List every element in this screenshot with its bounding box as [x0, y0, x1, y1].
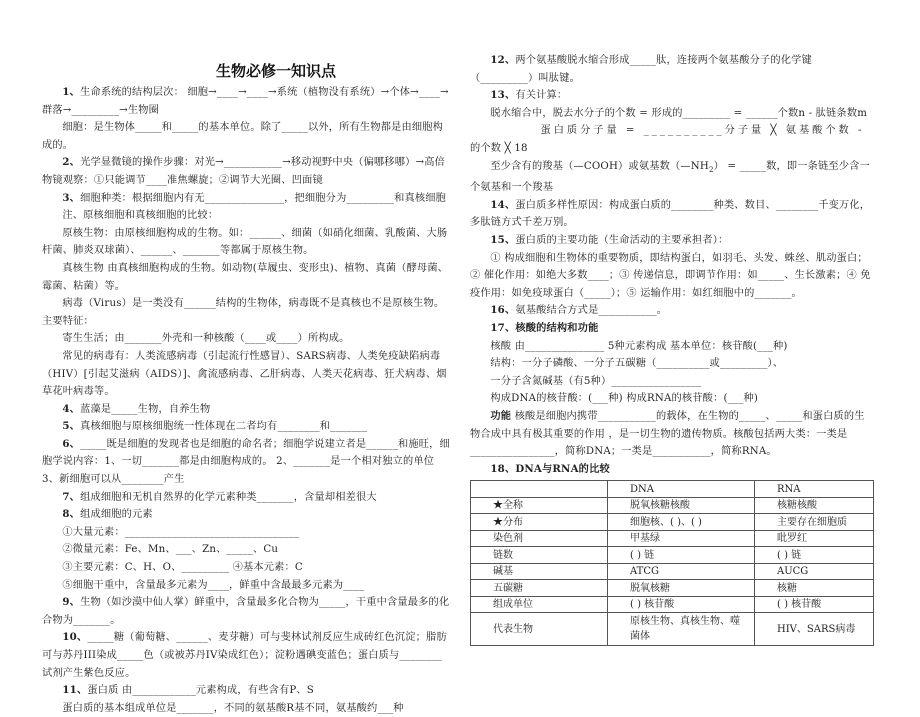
table-cell	[471, 481, 608, 498]
item-text: 注、原核细胞和真核细胞的比较：	[62, 210, 219, 222]
dna-rna-comparison-table	[470, 480, 874, 646]
left-column	[42, 60, 450, 717]
item-text: _____既是细胞的发现者也是细胞的命名者；细胞学说建立者是______和施旺，细胞学说内容：1、一切_______都是由细胞构成的。 2、_______是一个相对独立的单位 3、新细胞可以从________产生	[42, 438, 450, 486]
table-row	[471, 530, 874, 547]
item-text: ③主要元素：C、H、O、_________ ④基本元素：C	[62, 562, 303, 574]
text-line	[42, 348, 450, 401]
item-number: 8、	[62, 508, 81, 521]
item-text: 光学显微镜的操作步骤：对光→___________→移动视野中央（偏哪移哪）→高倍物镜观察：①只能调节____准焦螺旋；②调节大光圈、凹面镜	[42, 157, 445, 186]
item-text: 真核细胞与原核细胞统一性体现在二者均有________和_______	[80, 421, 368, 433]
item-text: 组成细胞和无机自然界的化学元素种类_______，含量却相差很大	[80, 491, 377, 503]
table-cell: 代表生物	[471, 613, 608, 646]
table-cell: ( ) 核苷酸	[755, 596, 874, 613]
item-number: 15、	[490, 233, 516, 246]
text-line	[42, 594, 450, 629]
carboxyl-post: ） = _____数，即一条链至少含一个氨基和一个羧基	[470, 160, 870, 194]
text-line	[42, 559, 450, 577]
right-content-mid	[470, 197, 875, 320]
table-cell: ( ) 链	[608, 547, 755, 564]
table-cell: 吡罗红	[755, 530, 874, 547]
text-line	[42, 295, 450, 330]
right-column	[470, 52, 875, 646]
item-text: 组成细胞的元素	[80, 509, 153, 521]
table-cell: 核糖	[755, 580, 874, 597]
protein-mass-formula: 蛋白质分子量 = __________分子量 ╳ 氨基酸个数 -	[540, 125, 865, 137]
item-number: 5、	[62, 420, 81, 433]
item-text: 病毒（Virus）是一类没有______结构的生物体，病毒既不是真核也不是原核生物。主要特征：	[42, 298, 445, 327]
table-cell: ★分布	[471, 514, 608, 531]
table-row	[471, 497, 874, 514]
text-line	[470, 197, 875, 232]
text-line	[42, 154, 450, 189]
table-cell: 原核生物、真核生物、噬菌体	[608, 613, 755, 646]
item-text: ⑤细胞干重中，含量最多元素为____，鲜重中含最最多元素为____	[62, 579, 365, 591]
carboxyl-pre: 至少含有的羧基（—COOH）或氨基数（—NH	[490, 160, 709, 172]
section-18-heading: 18、DNA与RNA的比较	[490, 462, 610, 475]
item-text: 氨基酸结合方式是___________。	[515, 305, 668, 317]
table-cell: 五碳糖	[471, 580, 608, 597]
table-cell: AUCG	[755, 563, 874, 580]
text-line	[42, 629, 450, 682]
nucleic-acid-line: 构成DNA的核苷酸：(___种) 构成RNA的核苷酸：(___种)	[490, 393, 759, 405]
item-text: 常见的病毒有：人类流感病毒（引起流行性感冒）、SARS病毒、人类免疫缺陷病毒（HIV）[引起艾滋病（AIDS）]、禽流感病毒、乙肝病毒、人类天花病毒、狂犬病毒、烟草花叶病毒等。	[42, 350, 447, 398]
section-17-heading: 17、核酸的结构和功能	[490, 321, 599, 334]
table-row	[471, 596, 874, 613]
item-number: 6、	[62, 437, 81, 450]
item-number: 13、	[490, 89, 516, 102]
item-text: 蓝藻是_____生物，自养生物	[80, 403, 211, 415]
item-text: 蛋白质 由____________元素构成，有些含有P、S	[87, 685, 314, 697]
item-text: 生命系统的结构层次： 细胞→____→____→系统（植物没有系统）→个体→____→群落→_________→生物圈	[42, 87, 449, 116]
item-number: 4、	[62, 402, 81, 415]
item-text: 细胞种类：根据细胞内有无_______________，把细胞分为_________和真核细胞	[80, 192, 447, 204]
item-text: 脱水缩合中，脱去水分子的个数 = 形成的_________ = ______个数n - 肽链条数m	[490, 107, 868, 119]
table-cell: 核糖核酸	[755, 497, 874, 514]
left-content	[42, 84, 450, 717]
table-row	[471, 613, 874, 646]
table-cell: ( ) 链	[755, 547, 874, 564]
text-line	[42, 506, 450, 524]
item-text: 寄生生活；由_______外壳和一种核酸（____或____）所构成。	[62, 333, 350, 345]
nucleic-acid-line: 结构：一分子磷酸、一分子五碳糖（__________或_________）、	[490, 358, 784, 370]
item-text: 蛋白质多样性原因：构成蛋白质的________种类、数目、________千变万化，多肽链方式千差万别。	[470, 199, 871, 229]
table-cell: ATCG	[608, 563, 755, 580]
item-number: 16、	[490, 304, 516, 317]
page-title: 生物必修一知识点	[215, 62, 336, 80]
text-line	[42, 489, 450, 507]
text-line	[42, 418, 450, 436]
text-line	[42, 541, 450, 559]
table-cell: RNA	[755, 481, 874, 498]
table-cell: ( ) 核苷酸	[608, 596, 755, 613]
item-number: 1、	[62, 86, 81, 98]
item-number: 14、	[490, 198, 516, 211]
text-line	[42, 225, 450, 260]
text-line	[42, 190, 450, 208]
item-text: ②微量元素：Fe、Mn、___、Zn、_____、Cu	[62, 544, 279, 556]
text-line	[470, 105, 875, 123]
table-cell: 组成单位	[471, 596, 608, 613]
item-text: 蛋白质的基本组成单位是_______，不同的氨基酸R基不同，氨基酸约___种	[62, 702, 404, 714]
carboxyl-line	[470, 158, 875, 197]
function-label: 功能	[490, 409, 512, 422]
table-cell: 脱氧核糖	[608, 580, 755, 597]
nucleic-acid-line: 一分子含氮碱基（有5种）_________________	[490, 375, 702, 387]
text-line	[470, 52, 875, 87]
item-number: 7、	[62, 490, 81, 503]
table-header-row	[471, 481, 874, 498]
item-text: 有关计算：	[515, 90, 568, 102]
text-line	[42, 84, 450, 119]
right-content-nucleic	[470, 338, 875, 408]
table-row	[471, 514, 874, 531]
text-line	[42, 682, 450, 700]
text-line	[470, 250, 875, 303]
item-number: 12、	[490, 54, 516, 66]
text-line	[470, 232, 875, 250]
text-line	[470, 87, 875, 105]
nucleic-acid-line: 核酸 由_______________ 5种元素构成 基本单位：核苷酸(___种)	[490, 340, 788, 352]
item-text: 真核生物 由真核细胞构成的生物。如动物(草履虫、变形虫)、植物、真菌（酵母菌、霉菌、粘菌）等。	[42, 262, 449, 292]
table-row	[471, 580, 874, 597]
text-line	[42, 524, 450, 542]
table-cell: HIV、SARS病毒	[755, 613, 874, 646]
function-text: 核酸是细胞内携带___________的载体，在生物的_____、_____和蛋白质的生物合成中具有极其重要的作用 ，是一切生物的遗传物质。核酸包括两大类：一类是________________，简称DNA；一类是___________，简称RNA。	[470, 410, 865, 458]
table-cell: 主要存在细胞质	[755, 514, 874, 531]
table-cell: DNA	[608, 481, 755, 498]
table-cell: 细胞核、( )、( )	[608, 514, 755, 531]
function-paragraph	[470, 408, 875, 461]
item-number: 3、	[62, 191, 81, 204]
text-line	[42, 330, 450, 348]
item-text: 细胞：是生物体_____和_____的基本单位。除了_____以外，所有生物都是由细胞构成的。	[42, 122, 444, 151]
text-line	[42, 436, 450, 489]
text-line	[42, 207, 450, 225]
text-line	[42, 577, 450, 595]
table-row	[471, 547, 874, 564]
item-number: 9、	[62, 596, 81, 609]
carboxyl-sub: 2	[708, 165, 714, 174]
table-cell: 碱基	[471, 563, 608, 580]
table-cell: ★全称	[471, 497, 608, 514]
item-text: 生物（如沙漠中仙人掌）鲜重中，含量最多化合物为_____，干重中含量最多的化合物为_______。	[42, 597, 450, 626]
item-text: 原核生物：由原核细胞构成的生物。如：______、细菌（如硝化细菌、乳酸菌、大肠杆菌、肺炎双球菌）、______、_______等都属于原核生物。	[42, 227, 448, 257]
item-text: 蛋白质的主要功能（生命活动的主要承担者）：	[515, 234, 729, 246]
text-line	[42, 260, 450, 295]
protein-mass-formula-cont: 的个数 ╳ 18	[470, 142, 528, 154]
item-text: ① 构成细胞和生物体的重要物质，即结构蛋白，如羽毛、头发、蛛丝、肌动蛋白；② 催化作用：如绝大多数____；③ 传递信息，即调节作用：如_____、生长激素；④ 免疫作用：如免疫球蛋白（_____）；⑤ 运输作用：如红细胞中的_______。	[470, 252, 871, 299]
item-number: 11、	[62, 684, 88, 697]
table-cell: 甲基绿	[608, 530, 755, 547]
text-line	[470, 302, 875, 320]
item-text: 两个氨基酸脱水缩合形成_____肽，连接两个氨基酸分子的化学键（_________）叫肽键。	[470, 55, 812, 84]
item-text: _____糖（葡萄糖、______、麦芽糖）可与斐林试剂反应生成砖红色沉淀；脂肪可与苏丹III染成_____色（或被苏丹IV染成红色）；淀粉遇碘变蓝色；蛋白质与________试剂产生紫色反应。	[42, 632, 447, 679]
text-line	[42, 401, 450, 419]
text-line	[42, 119, 450, 154]
item-number: 2、	[62, 156, 81, 169]
right-content-top	[470, 52, 875, 122]
item-text: ①大量元素：_________________________________	[62, 526, 300, 538]
table-row	[471, 563, 874, 580]
table-cell: 染色剂	[471, 530, 608, 547]
table-cell: 脱氧核糖核酸	[608, 497, 755, 514]
table-cell: 链数	[471, 547, 608, 564]
item-number: 10、	[62, 631, 88, 644]
text-line	[42, 700, 450, 717]
